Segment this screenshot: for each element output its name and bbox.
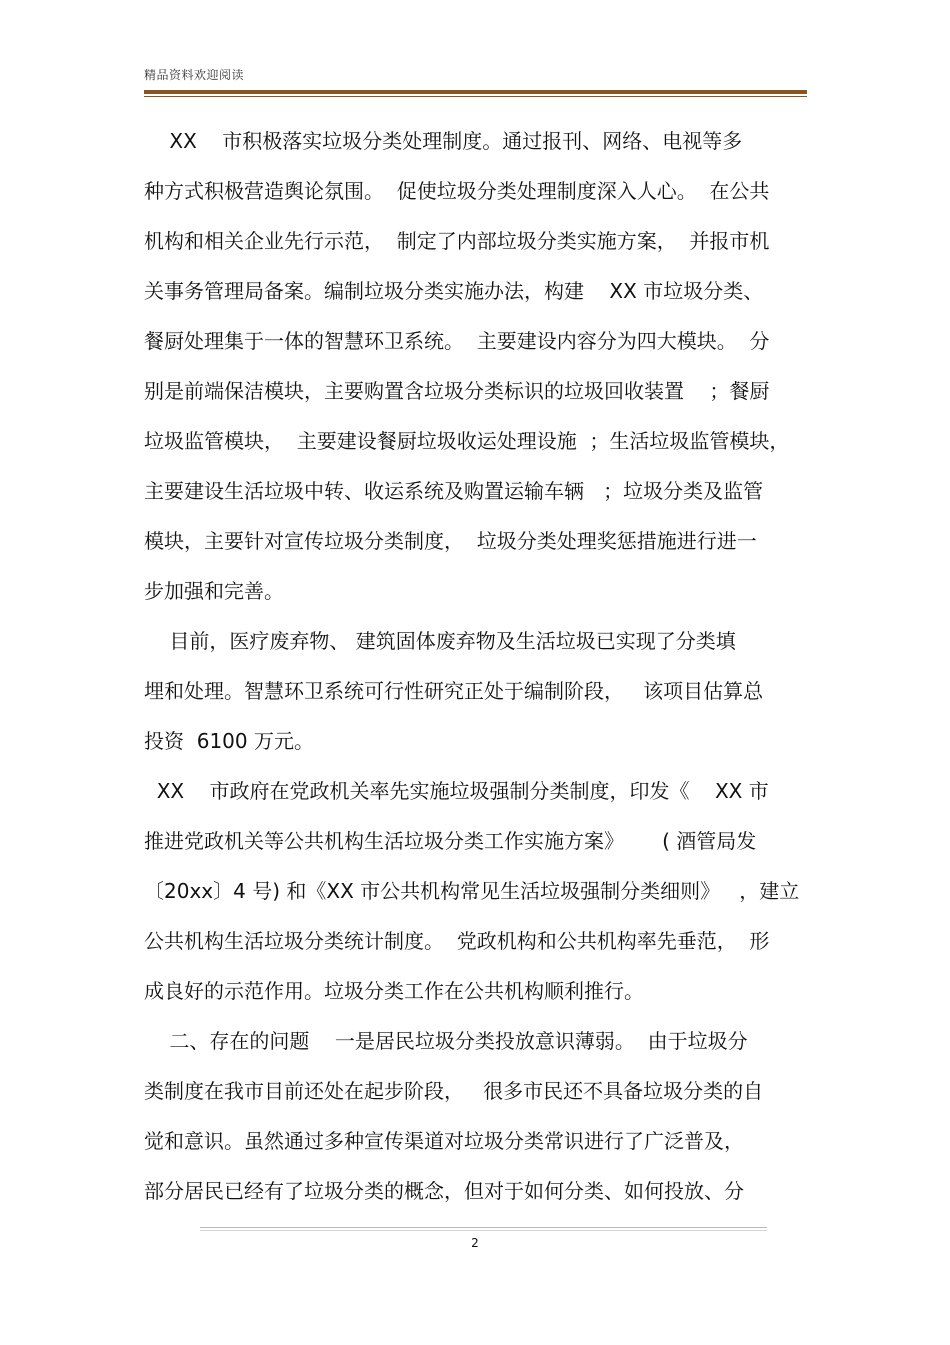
header-title: 精品资料欢迎阅读	[144, 68, 245, 82]
body-line: XX 市积极落实垃圾分类处理制度。通过报刊、网络、电视等多	[144, 129, 743, 153]
body-line: 关事务管理局备案。编制垃圾分类实施办法，构建 XX 市垃圾分类、	[144, 279, 764, 303]
header-divider-thick	[144, 90, 807, 94]
body-line: 部分居民已经有了垃圾分类的概念，但对于如何分类、如何投放、分	[144, 1179, 744, 1203]
body-line: 目前，医疗废弃物、 建筑固体废弃物及生活垃圾已实现了分类填	[144, 629, 736, 653]
body-line: 垃圾监管模块， 主要建设餐厨垃圾收运处理设施 ；生活垃圾监管模块，	[144, 429, 790, 453]
body-line: 步加强和完善。	[144, 579, 284, 603]
body-line: 〔20xx〕4 号) 和《XX 市公共机构常见生活垃圾强制分类细则》 ，建立	[144, 879, 800, 903]
header-divider	[144, 90, 807, 99]
body-line: XX 市政府在党政机关率先实施垃圾强制分类制度，印发《 XX 市	[144, 779, 769, 803]
body-line: 公共机构生活垃圾分类统计制度。 党政机构和公共机构率先垂范， 形	[144, 929, 770, 953]
body-line: 机构和相关企业先行示范， 制定了内部垃圾分类实施方案， 并报市机	[144, 229, 770, 253]
page-number: 2	[471, 1236, 479, 1250]
body-line: 模块，主要针对宣传垃圾分类制度， 垃圾分类处理奖惩措施进行进一	[144, 529, 757, 553]
header-divider-thin	[144, 96, 807, 97]
footer-divider	[200, 1227, 767, 1231]
body-line: 埋和处理。智慧环卫系统可行性研究正处于编制阶段， 该项目估算总	[144, 679, 764, 703]
body-line: 二、存在的问题 一是居民垃圾分类投放意识薄弱。 由于垃圾分	[144, 1029, 748, 1053]
body-line: 推进党政机关等公共机构生活垃圾分类工作实施方案》 ( 酒管局发	[144, 829, 757, 853]
body-line: 成良好的示范作用。垃圾分类工作在公共机构顺利推行。	[144, 979, 644, 1003]
body-line: 种方式积极营造舆论氛围。 促使垃圾分类处理制度深入人心。 在公共	[144, 179, 770, 203]
body-line: 别是前端保洁模块，主要购置含垃圾分类标识的垃圾回收装置 ；餐厨	[144, 379, 770, 403]
body-line: 觉和意识。虽然通过多种宣传渠道对垃圾分类常识进行了广泛普及，	[144, 1129, 744, 1153]
body-line: 类制度在我市目前还处在起步阶段， 很多市民还不具备垃圾分类的自	[144, 1079, 764, 1103]
body-line: 餐厨处理集于一体的智慧环卫系统。 主要建设内容分为四大模块。 分	[144, 329, 770, 353]
body-line: 主要建设生活垃圾中转、收运系统及购置运输车辆 ；垃圾分类及监管	[144, 479, 764, 503]
body-line: 投资 6100 万元。	[144, 729, 314, 753]
